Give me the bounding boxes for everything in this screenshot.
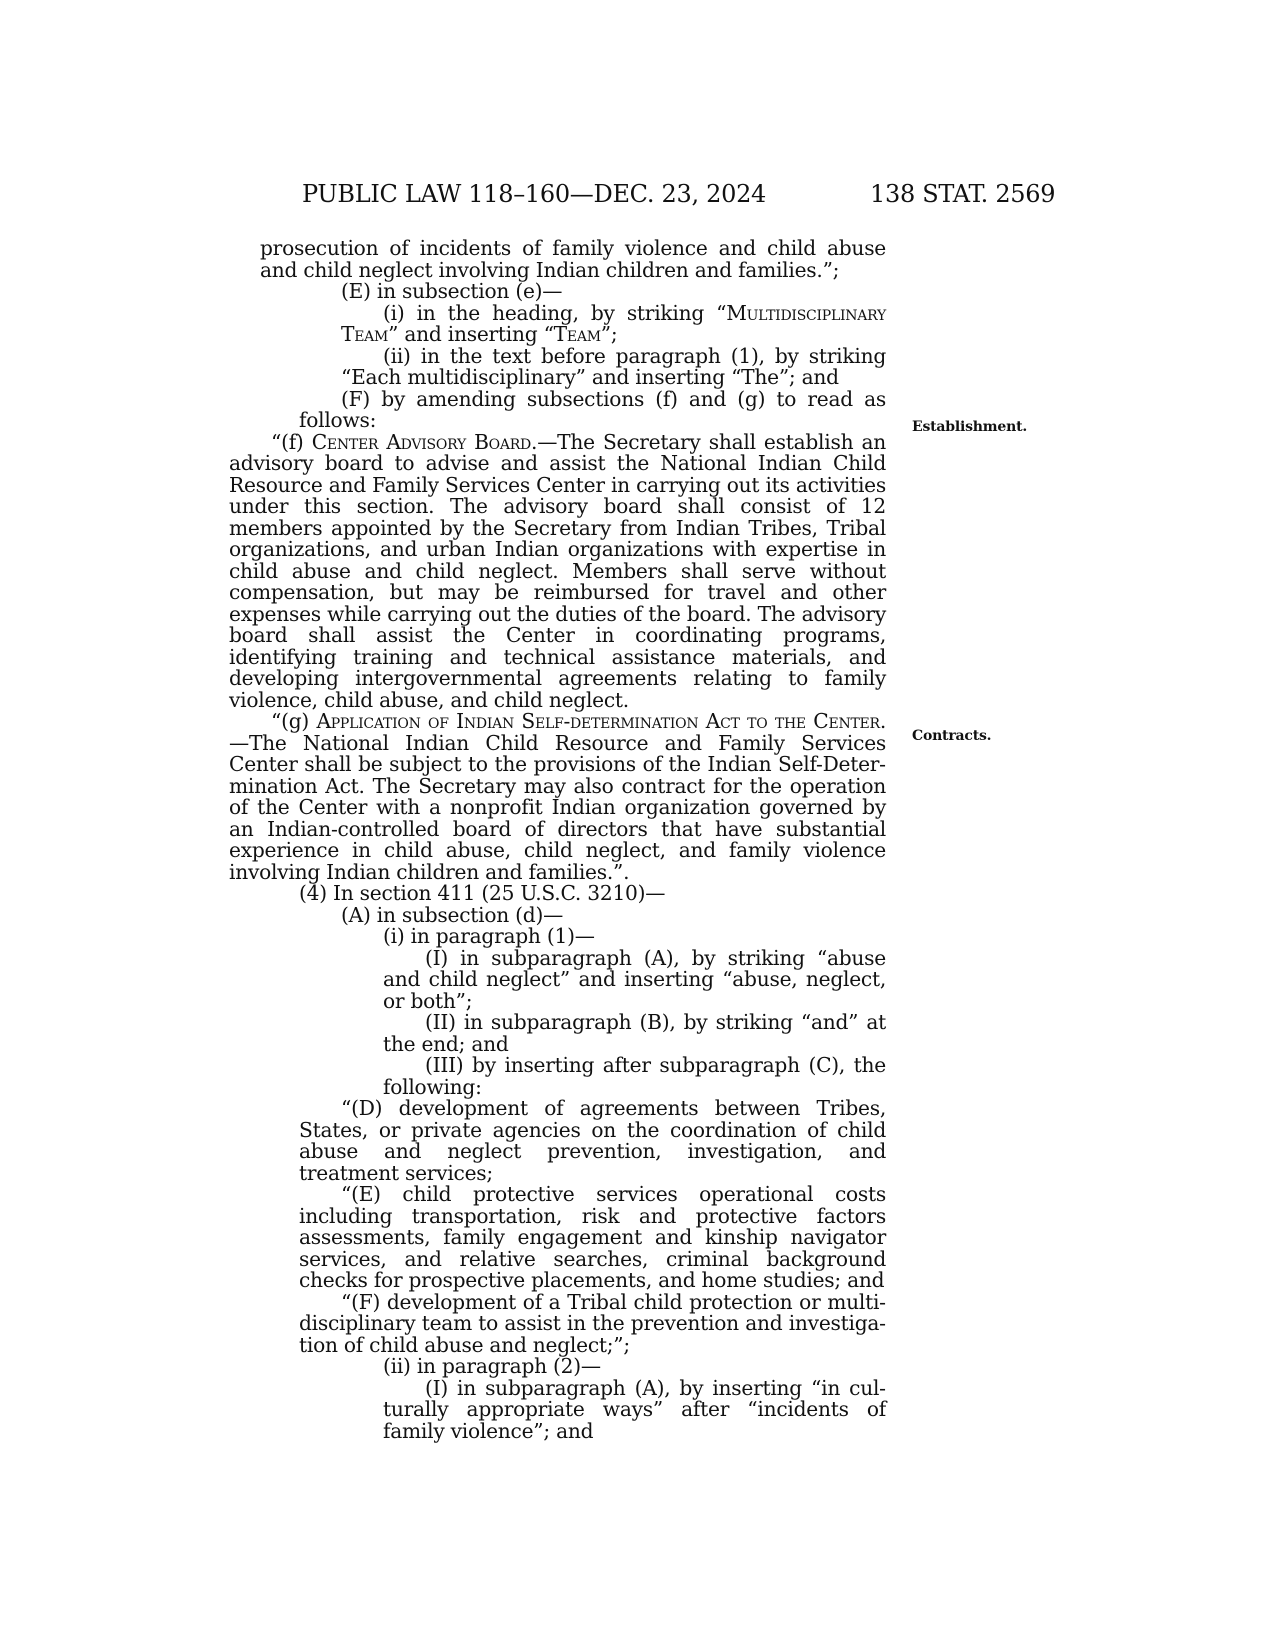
clause-i-paragraph-1: (i) in paragraph (1)— <box>383 924 595 948</box>
running-head-title: PUBLIC LAW 118–160—DEC. 23, 2024 <box>302 180 767 208</box>
clause-e-subsection: (E) in subsection (e)— <box>341 279 563 303</box>
margin-note-contracts: Contracts. <box>912 728 992 744</box>
clause-e-i: (i) in the heading, by striking “Multidisciplinary Team” and inserting “Team”; <box>341 300 886 346</box>
clause-a-subsection-d: (A) in subsection (d)— <box>341 902 564 927</box>
clause-e-ii: (ii) in the text before paragraph (1), by striking “Each multidisciplinary” and inserting “The”; and <box>341 343 886 389</box>
page-header <box>0 180 1275 220</box>
paragraph-4-section-411: (4) In section 411 (25 U.S.C. 3210)— <box>299 881 666 905</box>
subsection-g-self-determination: “(g) Application of Indian Self-determination Act to the Center.—The National Indian Child Resource and Family Services Center shall be subject to the provisions of the Indian Self-Determination Act. The Secretary may also contract for the operation of the Center with a nonprofit Indian organization governed by an Indian-controlled board of directors that have substantial experience in child abuse, child neglect, and family violence involving Indian children and families.”. <box>229 709 886 884</box>
quoted-subparagraph-e: “(E) child protective services operational costs including transportation, risk and protective factors assessments, family engagement and kinship navigator services, and relative searches, criminal background checks for prospective placements, and home studies; and <box>299 1182 886 1292</box>
subclause-I-paragraph-2: (I) in subparagraph (A), by inserting “in culturally appropriate ways” after “incidents of family violence”; and <box>383 1375 886 1443</box>
subclause-II: (II) in subparagraph (B), by striking “and” at the end; and <box>383 1010 886 1056</box>
subclause-III: (III) by inserting after subparagraph (C), the following: <box>383 1053 886 1099</box>
quoted-subparagraph-d: “(D) development of agreements between Tribes, States, or private agencies on the coordination of child abuse and neglect prevention, investigation, and treatment services; <box>299 1096 886 1185</box>
clause-ii-paragraph-2: (ii) in paragraph (2)— <box>383 1354 601 1378</box>
quoted-subparagraph-f: “(F) development of a Tribal child protection or multidisciplinary team to assist in the prevention and investigation of child abuse and neglect;”; <box>299 1289 886 1357</box>
clause-f-amend: (F) by amending subsections (f) and (g) to read as follows: <box>299 386 886 432</box>
margin-note-establishment: Establishment. <box>912 419 1028 435</box>
statute-page-reference: 138 STAT. 2569 <box>870 180 1056 208</box>
statute-body <box>229 238 886 1442</box>
subsection-f-advisory-board: “(f) Center Advisory Board.—The Secretary shall establish an advisory board to advise and assist the National Indian Child Resource and Family Services Center in carrying out its activities under this section. The advisory board shall consist of 12 members appointed by the Secretary from Indian Tribes, Tribal organizations, and urban Indian organizations with expertise in child abuse and child neglect. Members shall serve without compensation, but may be reimbursed for travel and other expenses while carrying out the duties of the board. The advisory board shall assist the Center in coordinating programs, identifying training and technical assistance materials, and developing intergovernmental agreements relating to family violence, child abuse, and child neglect. <box>229 429 886 712</box>
subclause-I: (I) in subparagraph (A), by striking “abuse and child neglect” and inserting “abuse, neglect, or both”; <box>383 945 886 1013</box>
paragraph-continuation: prosecution of incidents of family violence and child abuse and child neglect involving Indian children and families.”; <box>260 236 886 282</box>
